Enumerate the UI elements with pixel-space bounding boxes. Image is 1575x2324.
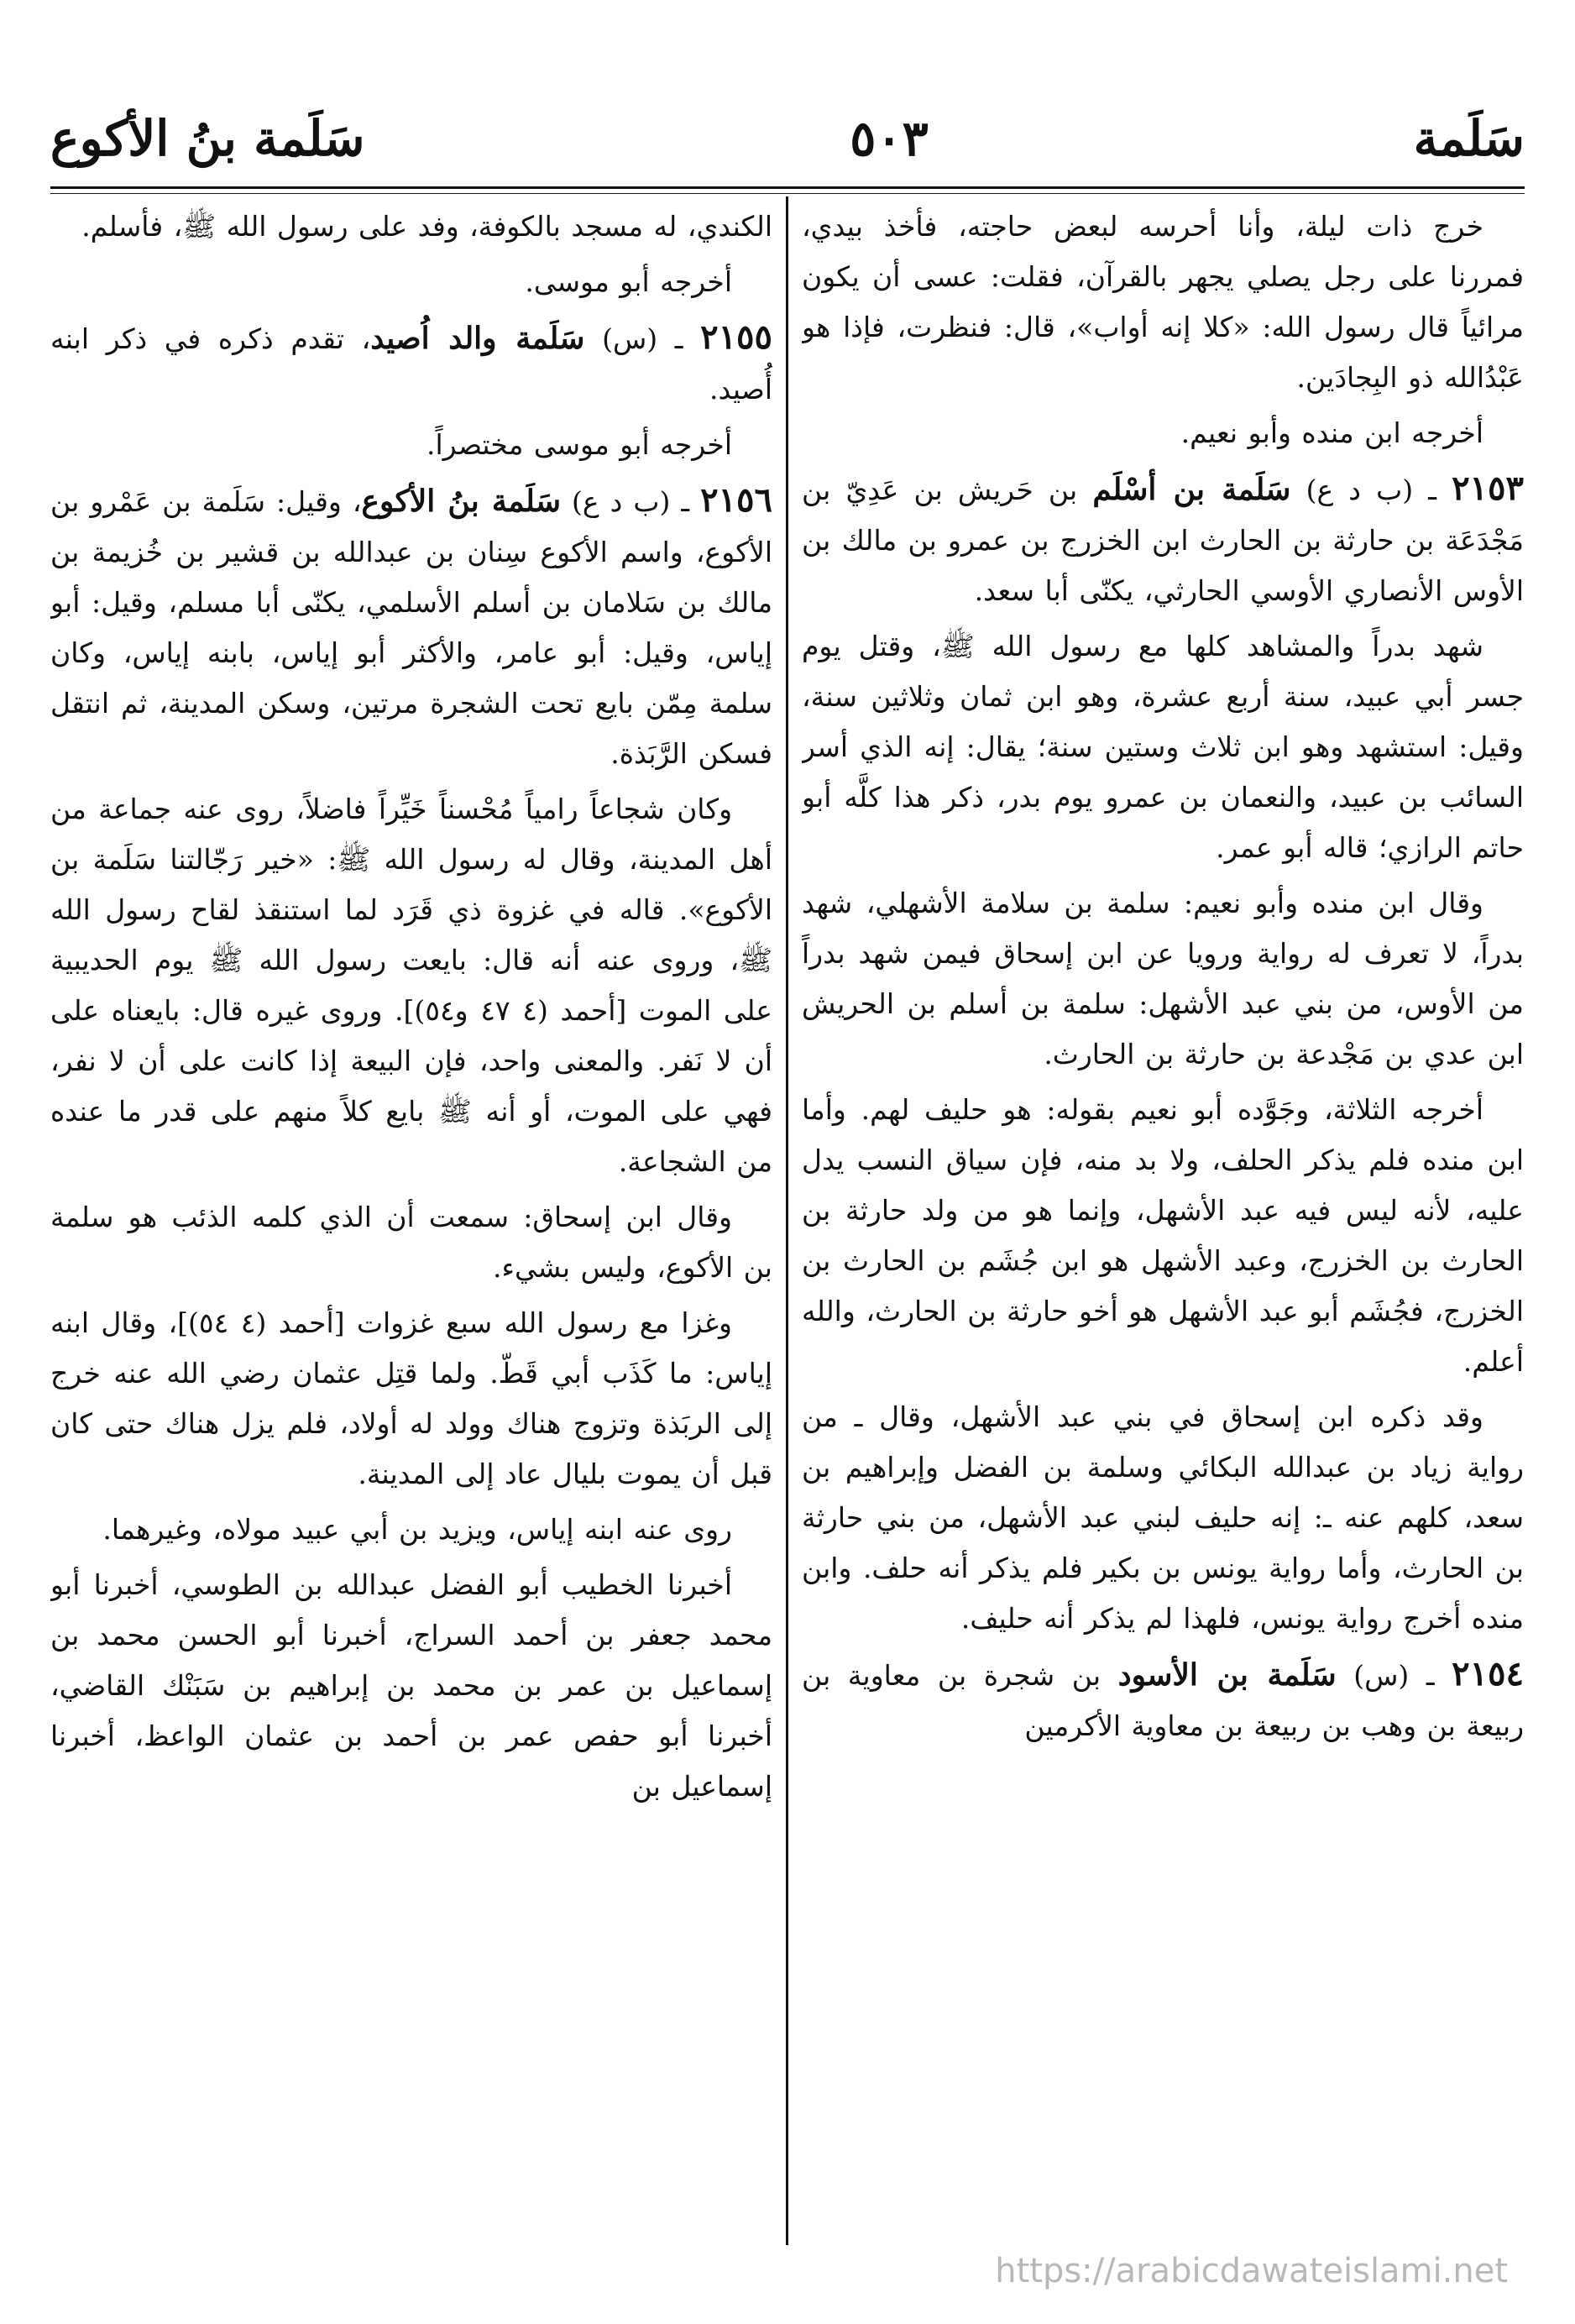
- header-rule: [50, 186, 1525, 194]
- entry-source-code: ـ (س): [584, 322, 701, 355]
- entry-text: ، وقيل: سَلَمة بن عَمْرو بن الأكوع، واسم الأكوع سِنان بن عبدالله بن قشير بن خُزيمة بن مالك بن سَلامان بن أسلم الأسلمي، يكنّى أبا مسلم، وقيل: أبو إياس، وقيل: أبو عامر، والأكثر أبو إياس، بابنه إياس، وكان سلمة مِمّن بايع تحت الشجرة مرتين، وسكن المدينة، ثم انتقل فسكن الرَّبَذة.: [50, 485, 772, 770]
- paragraph: وغزا مع رسول الله سبع غزوات [أحمد (٤ ٥٤)]، وقال ابنه إياس: ما كَذَب أبي قَطّ. ولما قتِل عثمان رضي الله عنه خرج إلى الربَذة وتزوج هناك وولد له أولاد، فلم يزل هناك حتى كان قبل أن يموت بليال عاد إلى المدينة.: [50, 1306, 772, 1490]
- entry-number: ٢١٥٥: [700, 317, 772, 357]
- running-title-left: سَلَمة بنُ الأكوع: [50, 110, 365, 167]
- paragraph: خرج ذات ليلة، وأنا أحرسه لبعض حاجته، فأخذ بيدي، فمررنا على رجل يصلي يجهر بالقرآن، فقلت: عسى أن يكون مرائياً قال رسول الله: «كلا إنه أواب»، قال: فنظرت، فإذا هو عَبْدُالله ذو البِجادَين.: [802, 210, 1524, 394]
- entry-number: ٢١٥٤: [1452, 1654, 1524, 1693]
- entry-source-code: ـ (ب د ع): [561, 485, 701, 518]
- paragraph: أخرجه أبو موسى.: [525, 265, 732, 298]
- entry-text: بن حَريش بن عَدِيّ بن مَجْدَعَة بن حارثة بن الحارث ابن الخزرج بن عمرو بن مالك بن الأوس الأنصاري الأوسي الحارثي، يكنّى أبا سعد.: [802, 474, 1524, 607]
- paragraph: وقال ابن منده وأبو نعيم: سلمة بن سلامة الأشهلي، شهد بدراً، لا تعرف له رواية ورويا عن ابن إسحاق فيمن شهد بدراً من الأوس، من بني عبد الأشهل: سلمة بن أسلم بن الحريش ابن عدي بن مَجْدعة بن حارثة بن الحارث.: [802, 887, 1524, 1070]
- running-title-right: سَلَمة: [1413, 110, 1525, 167]
- biography-entry: [50, 312, 772, 415]
- paragraph: وقال ابن إسحاق: سمعت أن الذي كلمه الذئب هو سلمة بن الأكوع، وليس بشيء.: [50, 1201, 772, 1284]
- entry-text: بن شجرة بن معاوية بن ربيعة بن وهب بن ربيعة بن معاوية الأكرمين: [802, 1659, 1524, 1742]
- paragraph: شهد بدراً والمشاهد كلها مع رسول الله ﷺ، وقتل يوم جسر أبي عبيد، سنة أربع عشرة، وهو ابن ثمان وثلاثين سنة، وقيل: استشهد وهو ابن ثلاث وستين سنة؛ يقال: إنه الذي أسر السائب بن عبيد، والنعمان بن عمرو يوم بدر، ذكر هذا كلَّه أبو حاتم الرازي؛ قاله أبو عمر.: [802, 630, 1524, 864]
- paragraph: وكان شجاعاً رامياً مُحْسناً خَيِّراً فاضلاً، روى عنه جماعة من أهل المدينة، وقال له رسول الله ﷺ: «خير رَجّالتنا سَلَمة بن الأكوع». قاله في غزوة ذي قَرَد لما استنقذ لقاح رسول الله ﷺ، وروى عنه أنه قال: بايعت رسول الله ﷺ يوم الحديبية على الموت [أحمد (٤ ٤٧ و٥٤)]. وروى غيره قال: بايعناه على أن لا نَفر. والمعنى واحد، فإن البيعة إذا كانت على أن لا نفر، فهي على الموت، أو أنه ﷺ بايع كلاً منهم على قدر ما عنده من الشجاعة.: [50, 793, 772, 1178]
- entry-source-code: ـ (ب د ع): [1290, 474, 1452, 506]
- paragraph: الكندي، له مسجد بالكوفة، وفد على رسول الله ﷺ، فأسلم.: [81, 210, 772, 243]
- right-column: [802, 202, 1524, 2250]
- entry-text: ، تقدم ذكره في ذكر ابنه أُصيد.: [50, 322, 772, 406]
- entry-name: سَلَمة والد اُصيد: [370, 321, 585, 356]
- biography-entry: [802, 463, 1524, 616]
- entry-name: سَلَمة بن أسْلَم: [1092, 472, 1291, 507]
- paragraph: وقد ذكره ابن إسحاق في بني عبد الأشهل، وقال ـ من رواية زياد بن عبدالله البكائي وسلمة بن الفضل وإبراهيم بن سعد، كلهم عنه ـ: إنه حليف لبني عبد الأشهل، من بني حارثة بن الحارث، وأما رواية يونس بن بكير فلم يذكر أنه حلف. وابن منده أخرج رواية يونس، فلهذا لم يذكر أنه حليف.: [802, 1400, 1524, 1635]
- entry-name: سَلَمة بن الأسود: [1117, 1657, 1337, 1693]
- column-divider: [786, 196, 788, 2245]
- biography-entry: [50, 475, 772, 779]
- entry-number: ٢١٥٦: [700, 480, 772, 520]
- paragraph: أخرجه الثلاثة، وجَوَّده أبو نعيم بقوله: هو حليف لهم. وأما ابن منده فلم يذكر الحلف، ولا بد منه، فإن سياق النسب يدل عليه، لأنه ليس فيه عبد الأشهل، وإنما هو من ولد حارثة بن الحارث بن الخزرج، وعبد الأشهل هو ابن جُشَم بن الحارث بن الخزرج، فجُشَم أبو عبد الأشهل هو أخو حارثة بن الحارث، والله أعلم.: [802, 1093, 1524, 1378]
- page-header: [50, 92, 1525, 185]
- page-number: ٥٠٣: [850, 110, 929, 167]
- biography-entry: [802, 1649, 1524, 1751]
- entry-source-code: ـ (س): [1336, 1659, 1452, 1692]
- paragraph: أخرجه ابن منده وأبو نعيم.: [1180, 416, 1483, 449]
- watermark-url: https://arabicdawateislami.net: [995, 2252, 1508, 2290]
- left-column: [50, 202, 772, 2250]
- entry-name: سَلَمة بنُ الأكوع: [361, 484, 562, 519]
- paragraph: أخبرنا الخطيب أبو الفضل عبدالله بن الطوسي، أخبرنا أبو محمد جعفر بن أحمد السراج، أخبرنا أبو الحسن محمد بن إسماعيل بن عمر بن محمد بن إبراهيم بن سَبَنْك القاضي، أخبرنا أبو حفص عمر بن أحمد بن عثمان الواعظ، أخبرنا إسماعيل بن: [50, 1568, 772, 1803]
- paragraph: روى عنه ابنه إياس، ويزيد بن أبي عبيد مولاه، وغيرهما.: [102, 1513, 732, 1546]
- entry-number: ٢١٥٣: [1452, 468, 1524, 508]
- paragraph: أخرجه أبو موسى مختصراً.: [426, 428, 732, 461]
